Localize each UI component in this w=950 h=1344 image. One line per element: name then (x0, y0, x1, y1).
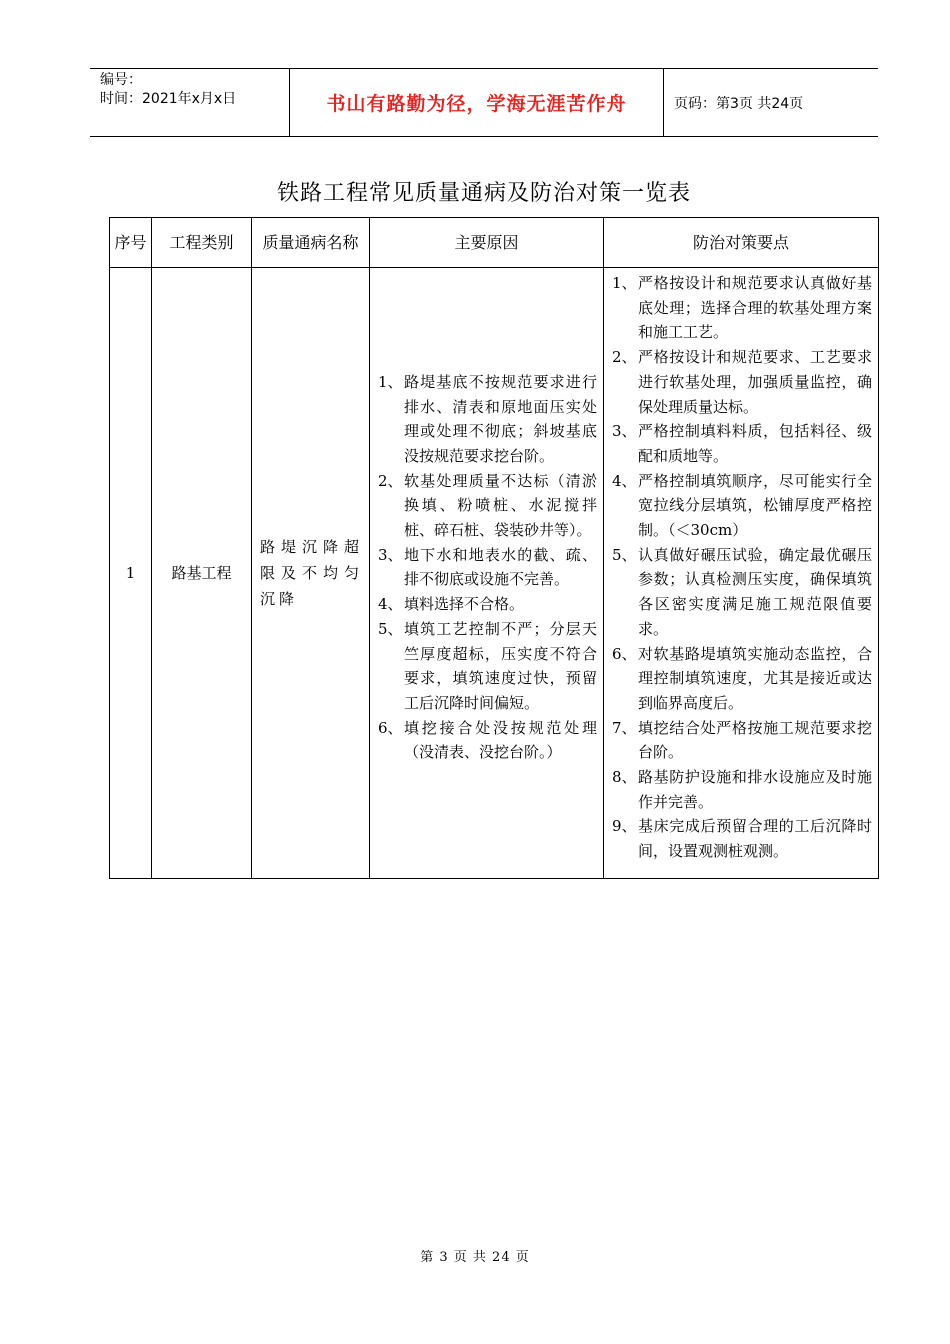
item-text: 填料选择不合格。 (404, 595, 525, 614)
item-text: 严格按设计和规范要求认真做好基底处理；选择合理的软基处理方案和施工工艺。 (638, 274, 872, 342)
item-number: 3、 (612, 422, 637, 441)
list-item (378, 716, 597, 765)
list-item (612, 765, 872, 814)
item-number: 3、 (378, 545, 403, 564)
item-text: 填筑工艺控制不严；分层天竺厚度超标，压实度不符合要求，填筑速度过快，预留工后沉降时间偏短。 (404, 619, 597, 712)
list-item (612, 345, 872, 419)
table-header-row (110, 218, 879, 268)
measures-list (612, 271, 872, 864)
header-causes: 主要原因 (370, 218, 604, 268)
item-text: 认真做好碾压试验，确定最优碾压参数；认真检测压实度，确保填筑各区密实度满足施工规范限值要求。 (638, 545, 872, 638)
item-number: 1、 (378, 372, 403, 391)
page-footer: 第 3 页 共 24 页 (420, 1250, 530, 1265)
header-meta (90, 69, 290, 136)
causes-list (378, 370, 597, 765)
list-item (378, 592, 597, 617)
item-text: 严格控制填筑顺序，尽可能实行全宽拉线分层填筑，松铺厚度严格控制。（＜30cm） (638, 471, 872, 540)
header-problem: 质量通病名称 (252, 218, 370, 268)
header-measures: 防治对策要点 (604, 218, 879, 268)
item-number: 6、 (378, 718, 403, 737)
item-text: 地下水和地表水的截、疏、排不彻底或设施不完善。 (404, 545, 597, 589)
cell-category: 路基工程 (152, 268, 252, 879)
item-number: 2、 (378, 471, 403, 490)
item-text: 填挖接合处没按规范处理（没清表、没挖台阶。） (404, 718, 597, 762)
list-item (612, 271, 872, 345)
item-number: 2、 (612, 348, 637, 367)
header-page-info: 页码：第3页 共24页 (674, 95, 804, 112)
cell-measures (604, 268, 879, 879)
page-header (90, 68, 878, 137)
list-item (378, 370, 597, 469)
list-item (612, 642, 872, 716)
item-number: 5、 (378, 619, 403, 638)
item-number: 8、 (612, 768, 637, 787)
list-item (612, 543, 872, 642)
item-number: 1、 (612, 274, 637, 292)
cell-causes (370, 268, 604, 879)
item-number: 6、 (612, 644, 637, 663)
item-text: 填挖结合处严格按施工规范要求挖台阶。 (638, 718, 872, 762)
number-label: 编号： (100, 72, 142, 88)
item-text: 严格控制填料料质，包括料径、级配和质地等。 (638, 422, 872, 465)
cell-problem: 路堤沉降超限及不均匀沉降 (252, 268, 370, 879)
list-item (612, 716, 872, 765)
list-item (612, 469, 872, 543)
header-seq: 序号 (110, 218, 152, 268)
header-motto: 书山有路勤为径，学海无涯苦作舟 (290, 69, 664, 136)
cell-seq: 1 (110, 268, 152, 879)
item-text: 严格按设计和规范要求、工艺要求进行软基处理，加强质量监控，确保处理质量达标。 (638, 348, 872, 416)
table-row (110, 268, 879, 879)
item-text: 基床完成后预留合理的工后沉降时间，设置观测桩观测。 (638, 817, 872, 861)
list-item (378, 469, 597, 543)
item-number: 4、 (612, 471, 637, 490)
quality-issue-table (109, 217, 879, 879)
list-item (612, 814, 872, 863)
item-number: 7、 (612, 718, 637, 737)
item-text: 路基防护设施和排水设施应及时施作并完善。 (638, 768, 872, 811)
item-number: 9、 (612, 817, 637, 836)
list-item (378, 617, 597, 716)
header-category: 工程类别 (152, 218, 252, 268)
item-text: 软基处理质量不达标（清淤换填、粉喷桩、水泥搅拌桩、碎石桩、袋装砂井等）。 (404, 471, 597, 540)
document-title: 铁路工程常见质量通病及防治对策一览表 (276, 181, 691, 206)
list-item (378, 543, 597, 592)
item-text: 路堤基底不按规范要求进行排水、清表和原地面压实处理或处理不彻底；斜坡基底没按规范要求挖台阶。 (404, 372, 597, 465)
item-text: 对软基路堤填筑实施动态监控，合理控制填筑速度，尤其是接近或达到临界高度后。 (638, 644, 872, 712)
time-label: 时间：2021年x月x日 (100, 91, 237, 107)
item-number: 4、 (378, 595, 403, 614)
item-number: 5、 (612, 545, 637, 564)
list-item (612, 419, 872, 468)
